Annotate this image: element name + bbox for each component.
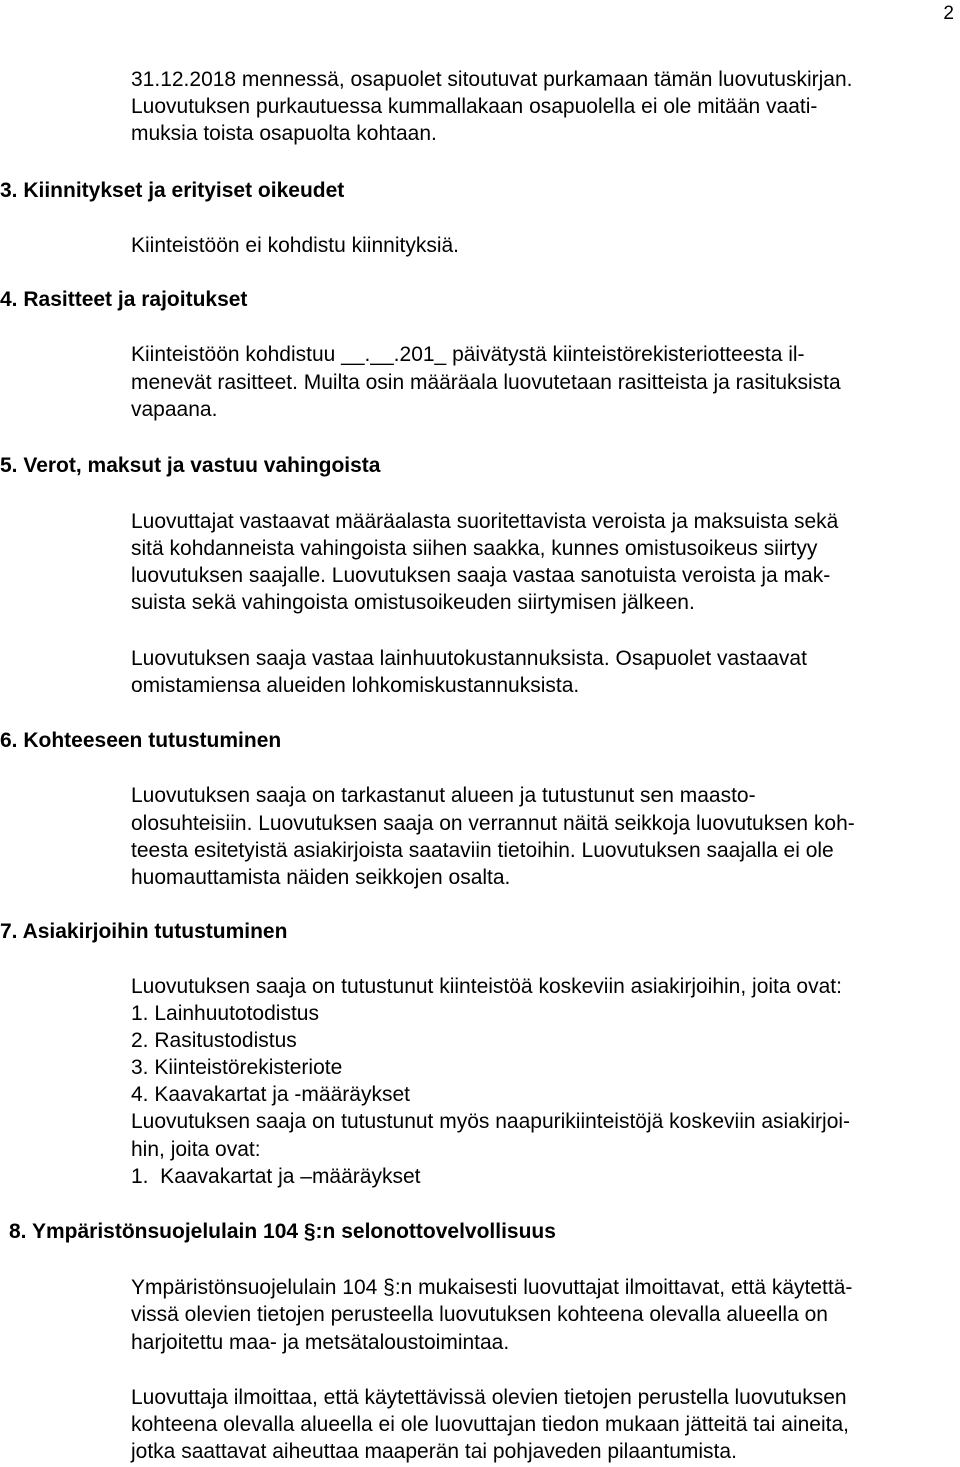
intro-line: muksia toista osapuolta kohtaan.: [131, 122, 437, 145]
section-5-heading: 5. Verot, maksut ja vastuu vahingoista: [0, 454, 381, 477]
section-8-line: kohteena olevalla alueella ei ole luovuttajan tiedon mukaan jätteitä tai aineita,: [131, 1413, 849, 1436]
intro-line: 31.12.2018 mennessä, osapuolet sitoutuvat purkamaan tämän luovutuskirjan.: [131, 68, 853, 91]
section-8-line: vissä olevien tietojen perusteella luovutuksen kohteena olevalla alueella on: [131, 1303, 828, 1326]
section-3-text: Kiinteistöön ei kohdistu kiinnityksiä.: [131, 234, 460, 257]
section-4-line: menevät rasitteet. Muilta osin määräala luovutetaan rasitteista ja rasituksista: [131, 371, 841, 394]
section-6-line: olosuhteisiin. Luovutuksen saaja on verrannut näitä seikkoja luovutuksen koh-: [131, 812, 855, 835]
section-8-line: Ympäristönsuojelulain 104 §:n mukaisesti luovuttajat ilmoittavat, että käytettä-: [131, 1276, 853, 1299]
section-7-list-item: 3. Kiinteistörekisteriote: [131, 1056, 343, 1079]
section-5-line: suista sekä vahingoista omistusoikeuden siirtymisen jälkeen.: [131, 591, 695, 614]
section-8-line: jotka saattavat aiheuttaa maaperän tai pohjaveden pilaantumista.: [131, 1440, 737, 1463]
section-7-list-item: 4. Kaavakartat ja -määräykset: [131, 1083, 410, 1106]
section-8-line: harjoitettu maa- ja metsätaloustoimintaa.: [131, 1331, 510, 1354]
section-4-line: Kiinteistöön kohdistuu __.__.201_ päivätystä kiinteistörekisteriotteesta il-: [131, 343, 805, 366]
section-5-line: Luovuttajat vastaavat määräalasta suoritettavista veroista ja maksuista sekä: [131, 510, 839, 533]
page-number: 2: [943, 3, 954, 24]
section-6-line: teesta esitetyistä asiakirjoista saataviin tietoihin. Luovutuksen saajalla ei ole: [131, 839, 834, 862]
section-5-line: luovutuksen saajalle. Luovutuksen saaja vastaa sanotuista veroista ja mak-: [131, 564, 831, 587]
section-7-list-item: 1. Lainhuutotodistus: [131, 1002, 319, 1025]
section-5-line: sitä kohdanneista vahingoista siihen saakka, kunnes omistusoikeus siirtyy: [131, 537, 818, 560]
section-8-heading: 8. Ympäristönsuojelulain 104 §:n selonottovelvollisuus: [9, 1220, 556, 1243]
section-5-line: Luovutuksen saaja vastaa lainhuutokustannuksista. Osapuolet vastaavat: [131, 647, 807, 670]
section-7-list-item: 1. Kaavakartat ja –määräykset: [131, 1165, 421, 1188]
section-6-heading: 6. Kohteeseen tutustuminen: [0, 729, 282, 752]
section-5-line: omistamiensa alueiden lohkomiskustannuksista.: [131, 674, 580, 697]
section-4-heading: 4. Rasitteet ja rajoitukset: [0, 288, 248, 311]
section-6-line: Luovutuksen saaja on tarkastanut alueen ja tutustunut sen maasto-: [131, 784, 756, 807]
section-7-heading: 7. Asiakirjoihin tutustuminen: [0, 920, 288, 943]
section-8-line: Luovuttaja ilmoittaa, että käytettävissä olevien tietojen perustella luovutuksen: [131, 1386, 847, 1409]
section-6-line: huomauttamista näiden seikkojen osalta.: [131, 866, 511, 889]
section-3-heading: 3. Kiinnitykset ja erityiset oikeudet: [0, 179, 345, 202]
section-7-line: Luovutuksen saaja on tutustunut kiinteistöä koskeviin asiakirjoihin, joita ovat:: [131, 975, 842, 998]
intro-line: Luovutuksen purkautuessa kummallakaan osapuolella ei ole mitään vaati-: [131, 95, 818, 118]
section-7-line: hin, joita ovat:: [131, 1138, 261, 1161]
section-7-list-item: 2. Rasitustodistus: [131, 1029, 297, 1052]
section-4-line: vapaana.: [131, 398, 218, 421]
section-7-line: Luovutuksen saaja on tutustunut myös naapurikiinteistöjä koskeviin asiakirjoi-: [131, 1110, 851, 1133]
